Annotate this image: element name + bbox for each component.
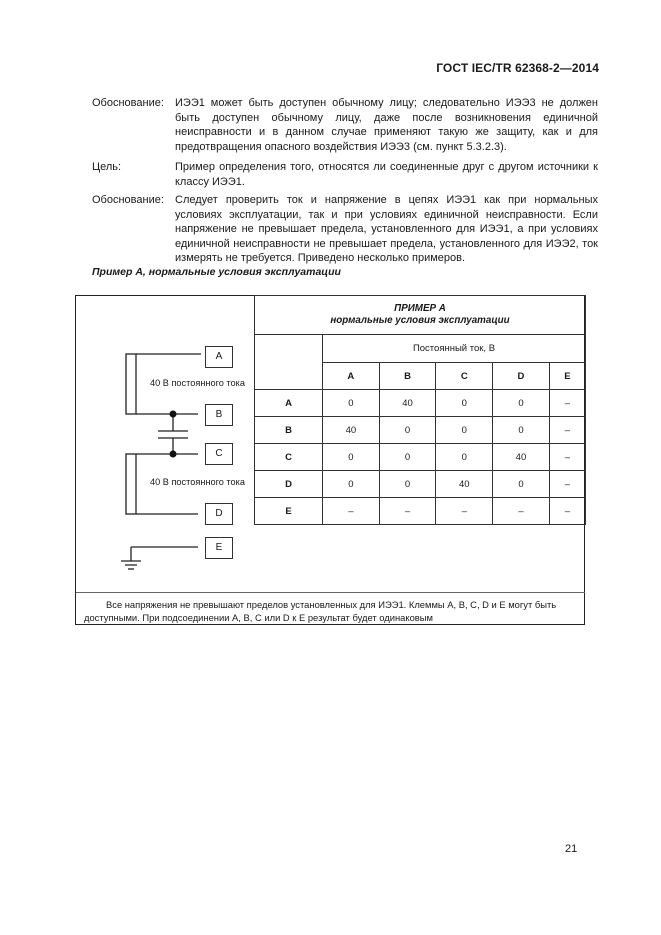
table-cell: – <box>549 471 585 498</box>
table-cell: 0 <box>493 417 550 444</box>
table-cell: 0 <box>379 471 436 498</box>
paragraph-text: Следует проверить ток и напряжение в цепях ИЭЭ1 как при нормальных условиях эксплуатации, так и при условиях единичной неисправности. Если напряжение не превышает предела, установленного для ИЭЭ1, а при условиях единичной неисправности не превышает предела, установленного для ИЭЭ2, ток измерять не требуется. Приведено несколько примеров. <box>175 194 598 265</box>
table-cell: 0 <box>323 471 380 498</box>
paragraph-text: ИЭЭ1 может быть доступен обычному лицу; следовательно ИЭЭ3 не должен быть доступен обычному лицу, даже после возникновения единичной неисправности и в данном случае применяют такую же защиту, как и для предотвращения опасного воздействия ИЭЭ3 (см. пункт 5.3.2.3). <box>175 97 598 153</box>
source-2-label: 40 В постоянного тока <box>150 477 245 487</box>
table-cell: – <box>549 417 585 444</box>
table-cell: 0 <box>323 444 380 471</box>
table-cell: 0 <box>493 471 550 498</box>
table-cell: – <box>493 498 550 525</box>
table-cell: 0 <box>379 417 436 444</box>
paragraph-rationale-1 <box>92 96 598 154</box>
row-header: B <box>255 417 323 444</box>
table-group-header: Постоянный ток, В <box>323 335 586 363</box>
table-row <box>255 417 586 444</box>
paragraph-rationale-2 <box>92 193 598 266</box>
table-cell: 40 <box>323 417 380 444</box>
table-cell: – <box>549 390 585 417</box>
column-header: C <box>436 363 493 390</box>
column-header: E <box>549 363 585 390</box>
row-header: E <box>255 498 323 525</box>
table-row <box>255 390 586 417</box>
source-1-label: 40 В постоянного тока <box>150 378 245 388</box>
terminal-b: B <box>205 404 233 426</box>
document-id-header: ГОСТ IEC/TR 62368-2—2014 <box>436 61 599 75</box>
table-cell: – <box>379 498 436 525</box>
table-cell: 0 <box>436 417 493 444</box>
table-cell: 0 <box>493 390 550 417</box>
row-header: A <box>255 390 323 417</box>
paragraph-purpose <box>92 160 598 189</box>
table-cell: 0 <box>379 444 436 471</box>
table-cell: – <box>323 498 380 525</box>
table-row <box>255 471 586 498</box>
page-number: 21 <box>565 843 578 855</box>
paragraph-text: Пример определения того, относятся ли соединенные друг с другом источники к классу ИЭЭ1. <box>175 161 598 188</box>
terminal-c: C <box>205 443 233 465</box>
column-header: A <box>323 363 380 390</box>
table-title: ПРИМЕР А <box>394 303 446 314</box>
table-cell: – <box>436 498 493 525</box>
terminal-a: A <box>205 346 233 368</box>
column-header: B <box>379 363 436 390</box>
table-cell: 0 <box>436 390 493 417</box>
table-cell: 0 <box>323 390 380 417</box>
row-header: D <box>255 471 323 498</box>
terminal-e: E <box>205 537 233 559</box>
junction-dot-icon <box>170 411 177 418</box>
paragraph-label: Цель: <box>92 161 122 173</box>
table-corner-cell <box>255 335 323 390</box>
dc-source-1-icon <box>126 354 136 414</box>
voltage-table <box>254 295 586 525</box>
table-row <box>255 444 586 471</box>
note-divider <box>76 592 585 593</box>
row-header: C <box>255 444 323 471</box>
table-row <box>255 498 586 525</box>
paragraph-label: Обоснование: <box>92 194 164 206</box>
table-subtitle: нормальные условия эксплуатации <box>330 315 510 326</box>
table-title-cell <box>255 296 586 335</box>
paragraph-label: Обоснование: <box>92 97 164 109</box>
table-cell: – <box>549 444 585 471</box>
table-cell: 0 <box>436 444 493 471</box>
terminal-d: D <box>205 503 233 525</box>
column-header: D <box>493 363 550 390</box>
table-cell: 40 <box>436 471 493 498</box>
junction-dot-icon <box>170 451 177 458</box>
table-cell: – <box>549 498 585 525</box>
dc-source-2-icon <box>126 454 136 514</box>
table-cell: 40 <box>493 444 550 471</box>
example-note: Все напряжения не превышают пределов установленных для ИЭЭ1. Клеммы A, B, C, D и E могут быть доступными. При подсоединении A, B, C или D к E результат будет одинаковым <box>84 599 557 624</box>
figure-caption: Пример А, нормальные условия эксплуатации <box>92 266 341 278</box>
table-cell: 40 <box>379 390 436 417</box>
